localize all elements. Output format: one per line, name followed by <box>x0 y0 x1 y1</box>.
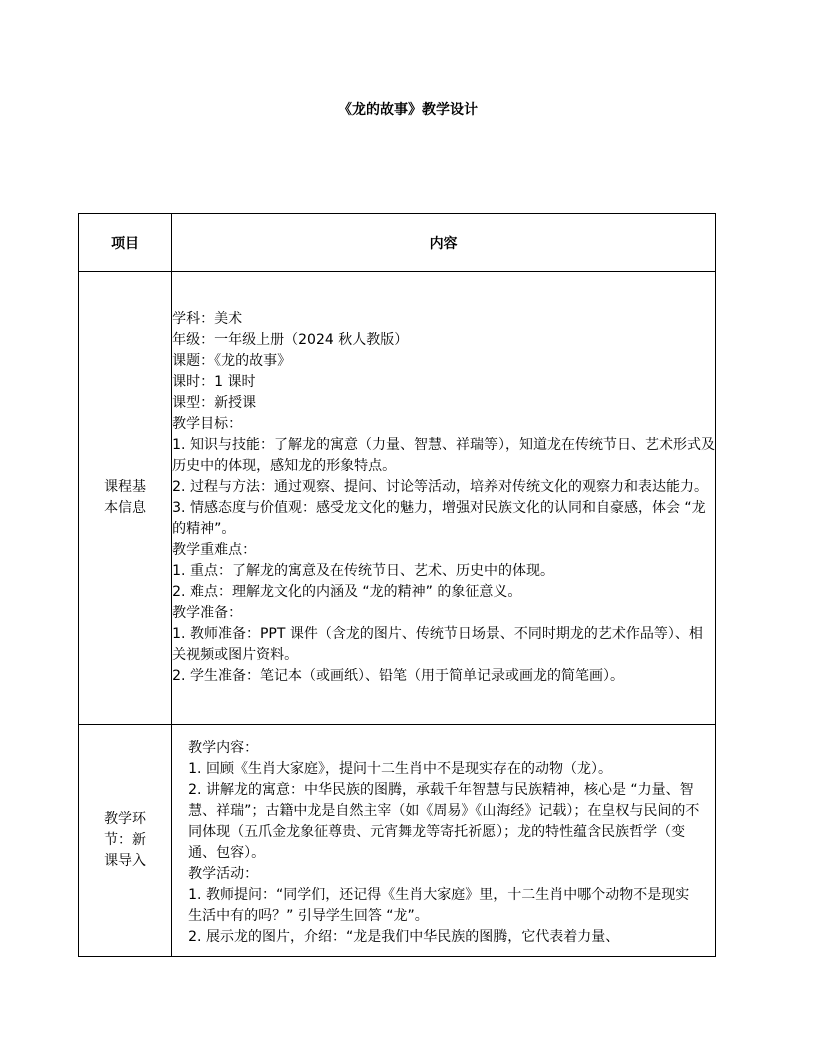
content-line: 2. 讲解龙的寓意：中华民族的图腾，承载千年智慧与民族精神，核心是 “力量、智慧、祥瑞”；古籍中龙是自然主宰（如《周易》《山海经》记载）；在皇权与民间的不同体现（五爪金龙象征尊贵、元宵舞龙等寄托祈愿）；龙的特性蕴含民族哲学（变通、包容）。 <box>188 782 700 861</box>
intro-body <box>188 738 701 956</box>
content-line: 教学准备： <box>172 605 243 621</box>
row-label-line: 本信息 <box>104 500 147 516</box>
row-label-line: 课导入 <box>104 853 147 869</box>
row-label-line: 教学环 <box>104 811 147 827</box>
content-line: 1. 教师准备：PPT 课件（含龙的图片、传统节日场景、不同时期龙的艺术作品等）、相关视频或图片资料。 <box>172 626 703 663</box>
content-line: 教学内容： <box>188 740 259 756</box>
content-line: 2. 展示龙的图片，介绍：“龙是我们中华民族的图腾，它代表着力量、 <box>188 929 620 945</box>
content-line: 课题：《龙的故事》 <box>172 353 292 369</box>
row-content-new-lesson-intro <box>172 725 716 957</box>
row-label-line: 课程基 <box>104 479 147 495</box>
content-line: 课时：1 课时 <box>172 374 256 390</box>
row-label-line: 节：新 <box>104 832 147 848</box>
row-label-new-lesson-intro <box>79 725 172 957</box>
content-line: 2. 过程与方法：通过观察、提问、讨论等活动，培养对传统文化的观察力和表达能力。 <box>172 479 708 495</box>
content-line: 课型：新授课 <box>172 395 257 411</box>
content-line: 1. 教师提问：“同学们，还记得《生肖大家庭》里，十二生肖中哪个动物不是现实生活中有的吗？” 引导学生回答 “龙”。 <box>188 887 690 924</box>
content-line: 1. 重点：了解龙的寓意及在传统节日、艺术、历史中的体现。 <box>172 563 554 579</box>
document-title: 《龙的故事》教学设计 <box>338 102 478 118</box>
content-line: 2. 学生准备：笔记本（或画纸）、铅笔（用于简单记录或画龙的简笔画）。 <box>172 668 624 684</box>
row-content-course-info <box>172 272 716 725</box>
table-row <box>79 272 716 725</box>
content-line: 年级：一年级上册（2024 秋人教版） <box>172 332 409 348</box>
content-line: 教学目标： <box>172 416 243 432</box>
table-header-row <box>79 214 716 272</box>
content-line: 1. 知识与技能：了解龙的寓意（力量、智慧、祥瑞等），知道龙在传统节日、艺术形式及历史中的体现，感知龙的形象特点。 <box>172 437 715 474</box>
content-line: 教学重难点： <box>172 542 257 558</box>
table-row <box>79 725 716 957</box>
content-line: 1. 回顾《生肖大家庭》，提问十二生肖中不是现实存在的动物（龙）。 <box>188 761 612 777</box>
content-line: 3. 情感态度与价值观：感受龙文化的魅力，增强对民族文化的认同和自豪感，体会 “龙的精神”。 <box>172 500 706 537</box>
content-line: 教学活动： <box>188 866 259 882</box>
header-cell-content: 内容 <box>172 214 716 272</box>
lesson-plan-table <box>78 213 716 957</box>
content-line: 2. 难点：理解龙文化的内涵及 “龙的精神” 的象征意义。 <box>172 584 522 600</box>
row-label-course-info <box>79 272 172 725</box>
content-line: 学科：美术 <box>172 311 243 327</box>
header-cell-item: 项目 <box>79 214 172 272</box>
